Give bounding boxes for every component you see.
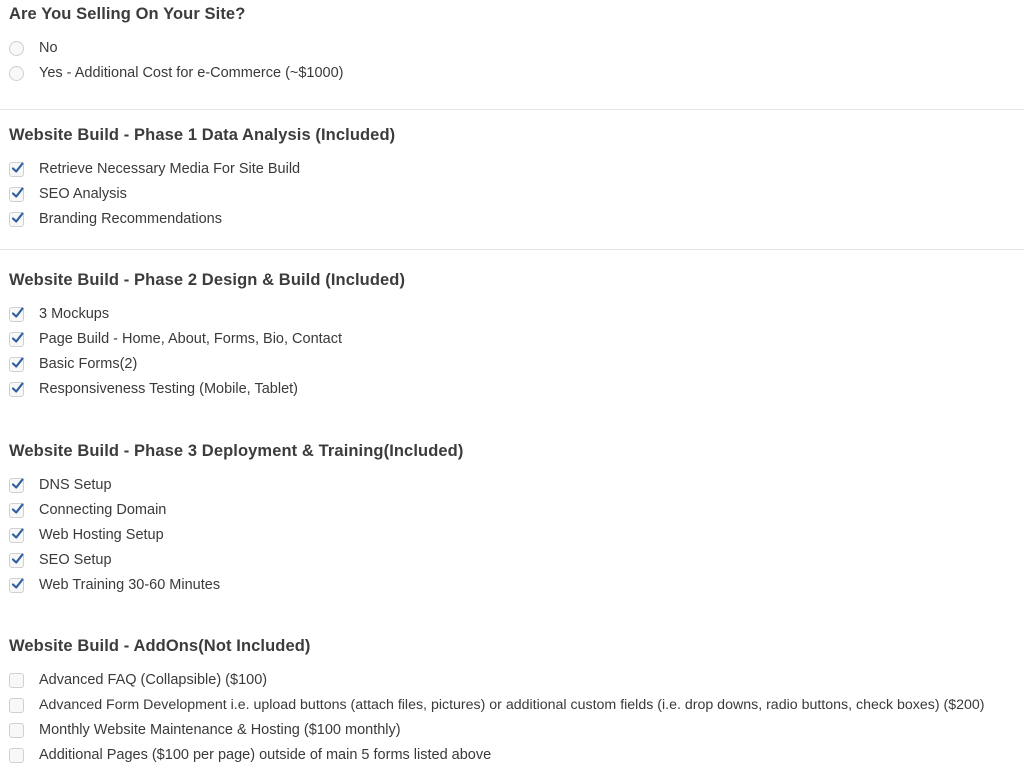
checkmark-icon xyxy=(10,185,25,200)
checkbox[interactable] xyxy=(9,553,24,568)
checkbox[interactable] xyxy=(9,748,24,763)
phase2-item[interactable] xyxy=(9,303,109,325)
addon-item[interactable] xyxy=(9,669,267,691)
option-label: Yes - Additional Cost for e-Commerce (~$1000) xyxy=(39,65,344,81)
checkbox[interactable] xyxy=(9,528,24,543)
option-label: Additional Pages ($100 per page) outside of main 5 forms listed above xyxy=(39,747,492,763)
option-label: SEO Analysis xyxy=(39,186,127,202)
phase3-item[interactable] xyxy=(9,549,112,571)
phase3-item[interactable] xyxy=(9,574,220,596)
checkmark-icon xyxy=(10,526,25,541)
checkbox[interactable] xyxy=(9,673,24,688)
phase1-item[interactable] xyxy=(9,158,300,180)
addons-section-title: Website Build - AddOns(Not Included) xyxy=(9,637,311,655)
checkmark-icon xyxy=(10,210,25,225)
checkmark-icon xyxy=(10,576,25,591)
checkbox[interactable] xyxy=(9,723,24,738)
option-label: Retrieve Necessary Media For Site Build xyxy=(39,161,301,177)
phase2-section-title: Website Build - Phase 2 Design & Build (Included) xyxy=(9,271,406,289)
radio-button[interactable] xyxy=(9,66,24,81)
phase3-section-title: Website Build - Phase 3 Deployment & Training(Included) xyxy=(9,442,464,460)
checkbox[interactable] xyxy=(9,478,24,493)
option-label: DNS Setup xyxy=(39,477,112,493)
section-divider xyxy=(0,109,1024,110)
checkmark-icon xyxy=(10,551,25,566)
option-label: Web Training 30-60 Minutes xyxy=(39,577,221,593)
checkbox[interactable] xyxy=(9,162,24,177)
checkmark-icon xyxy=(10,380,25,395)
checkbox[interactable] xyxy=(9,382,24,397)
checkmark-icon xyxy=(10,501,25,516)
checkbox[interactable] xyxy=(9,332,24,347)
option-label: Page Build - Home, About, Forms, Bio, Contact xyxy=(39,331,343,347)
addon-item[interactable] xyxy=(9,694,985,716)
option-label: Branding Recommendations xyxy=(39,211,222,227)
option-label: Basic Forms(2) xyxy=(39,356,138,372)
addon-item[interactable] xyxy=(9,719,401,741)
selling-section-title: Are You Selling On Your Site? xyxy=(9,5,246,23)
addon-item[interactable] xyxy=(9,744,491,766)
phase2-item[interactable] xyxy=(9,328,342,350)
phase3-item[interactable] xyxy=(9,474,112,496)
checkmark-icon xyxy=(10,476,25,491)
option-label: Advanced Form Development i.e. upload buttons (attach files, pictures) or additional custom fields (i.e. drop downs, radio buttons, check boxes) ($200) xyxy=(39,697,985,713)
phase2-item[interactable] xyxy=(9,353,137,375)
option-label: SEO Setup xyxy=(39,552,112,568)
option-label: No xyxy=(39,40,58,56)
checkbox[interactable] xyxy=(9,503,24,518)
selling-option-yes[interactable] xyxy=(9,62,344,84)
option-label: 3 Mockups xyxy=(39,306,110,322)
checkbox[interactable] xyxy=(9,578,24,593)
selling-option-no[interactable] xyxy=(9,37,58,59)
phase3-item[interactable] xyxy=(9,499,166,521)
checkbox[interactable] xyxy=(9,698,24,713)
checkbox[interactable] xyxy=(9,187,24,202)
section-divider xyxy=(0,249,1024,250)
checkbox[interactable] xyxy=(9,307,24,322)
checkbox[interactable] xyxy=(9,357,24,372)
option-label: Connecting Domain xyxy=(39,502,167,518)
option-label: Responsiveness Testing (Mobile, Tablet) xyxy=(39,381,298,397)
checkmark-icon xyxy=(10,355,25,370)
phase1-section-title: Website Build - Phase 1 Data Analysis (Included) xyxy=(9,126,396,144)
phase3-item[interactable] xyxy=(9,524,164,546)
checkmark-icon xyxy=(10,160,25,175)
option-label: Advanced FAQ (Collapsible) ($100) xyxy=(39,672,268,688)
option-label: Web Hosting Setup xyxy=(39,527,164,543)
checkmark-icon xyxy=(10,330,25,345)
checkbox[interactable] xyxy=(9,212,24,227)
phase1-item[interactable] xyxy=(9,183,127,205)
phase1-item[interactable] xyxy=(9,208,222,230)
phase2-item[interactable] xyxy=(9,378,298,400)
checkmark-icon xyxy=(10,305,25,320)
radio-button[interactable] xyxy=(9,41,24,56)
option-label: Monthly Website Maintenance & Hosting ($100 monthly) xyxy=(39,722,401,738)
